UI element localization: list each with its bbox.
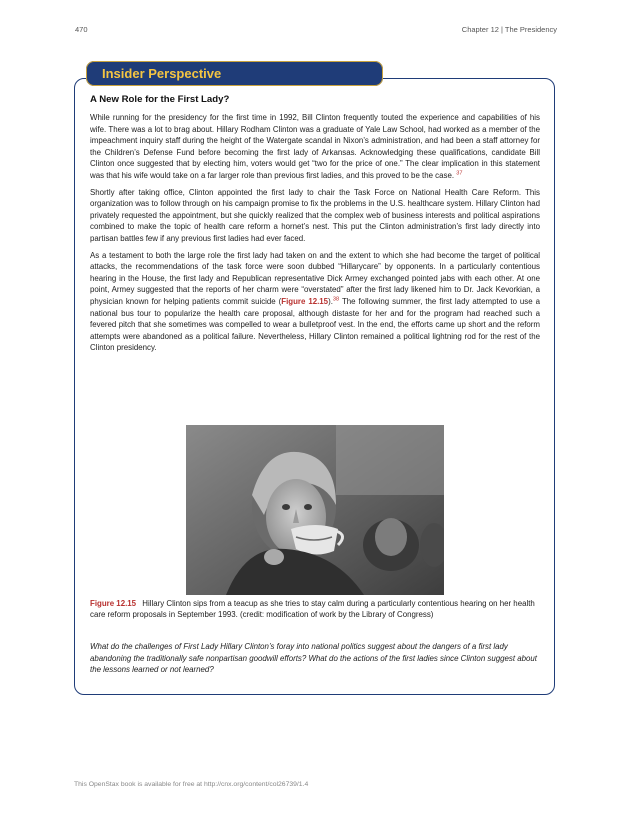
- chapter-title: Chapter 12 | The Presidency: [461, 25, 557, 34]
- figure-caption-text: Hillary Clinton sips from a teacup as she tries to stay calm during a particularly contentious hearing on her health care reform proposals in September 1993. (credit: modification of work by the Library of Congress): [90, 599, 535, 620]
- paragraph-2: [90, 187, 540, 245]
- paragraph-text: While running for the presidency for the first time in 1992, Bill Clinton frequently touted the experience and capabilities of his wife. There was a lot to brag about. Hillary Rodham Clinton was a graduate of Yale Law School, had worked as a member of the impeachment inquiry staff during the height of the Watergate scandal in Nixon’s administration, and had been a staff attorney for the Children’s Defense Fund before becoming the first lady of Arkansas. Acknowledging these qualifications, candidate Bill Clinton once suggested that by electing him, voters would get “two for the price of one.” The clear implication in this statement was that his wife would take on a far larger role than previous first ladies, and this proved to be the case.: [90, 113, 540, 180]
- paragraph-text: As a testament to both the large role the first lady had taken on and the extent to which she had become the target of political attacks, the recommendations of the task force were soon dubbed “Hillarycare” by opponents. In a particularly contentious hearing in the House, the first lady and Republican representative Dick Armey exchanged pointed jabs with each other. At one point, Armey suggested that the reports of her charm were “overstated” after the first lady likened him to Dr. Jack Kevorkian, a physician known for helping patients commit suicide (: [90, 250, 540, 306]
- feature-heading: A New Role for the First Lady?: [90, 94, 230, 105]
- paragraph-1: [90, 112, 540, 182]
- page-footer: This OpenStax book is available for free at http://cnx.org/content/col26739/1.4: [74, 781, 309, 788]
- paragraph-text: ).: [328, 296, 333, 306]
- feature-content: [90, 94, 540, 359]
- page-number: 470: [75, 25, 88, 34]
- paragraph-text: Shortly after taking office, Clinton appointed the first lady to chair the Task Force on National Health Care Reform. This organization was to follow through on his campaign promise to fix the problems in the U.S. healthcare system. Hillary Clinton had privately requested the appointment, but she quickly realized that the complex web of business interests and political aspirations combined to make the topic of health care reform a hornet’s nest. This put the Clinton administration’s first lady directly into partisan battles few if any previous first ladies had ever faced.: [90, 187, 540, 243]
- figure-label: Figure 12.15: [90, 599, 137, 608]
- paragraph-3: [90, 250, 540, 354]
- hillary-clinton-teacup-photo: [186, 425, 444, 595]
- figure-caption: [90, 598, 540, 621]
- critical-thinking-question: What do the challenges of First Lady Hillary Clinton’s foray into national politics suggest about the dangers of a first lady abandoning the traditionally safe nonpartisan goodwill efforts? What do the actions of the first ladies since Clinton suggest about the lessons learned or not learned?: [90, 642, 537, 675]
- footnote-38-link[interactable]: 38: [332, 296, 340, 303]
- footnote-37-link[interactable]: 37: [456, 170, 463, 177]
- paragraph-text: The following summer, the first lady attempted to use a national bus tour to popularize the health care proposal, although distaste for her and for the program had reached such a fevered pitch that she sometimes was compelled to wear a bulletproof vest. In the end, the efforts came up short and the reform attempts were abandoned as a political failure. Nevertheless, Hillary Clinton remained a political lightning rod for the rest of the Clinton presidency.: [90, 296, 540, 353]
- figure-12-15-link[interactable]: Figure 12.15: [281, 296, 329, 306]
- feature-tab-title: Insider Perspective: [86, 61, 383, 86]
